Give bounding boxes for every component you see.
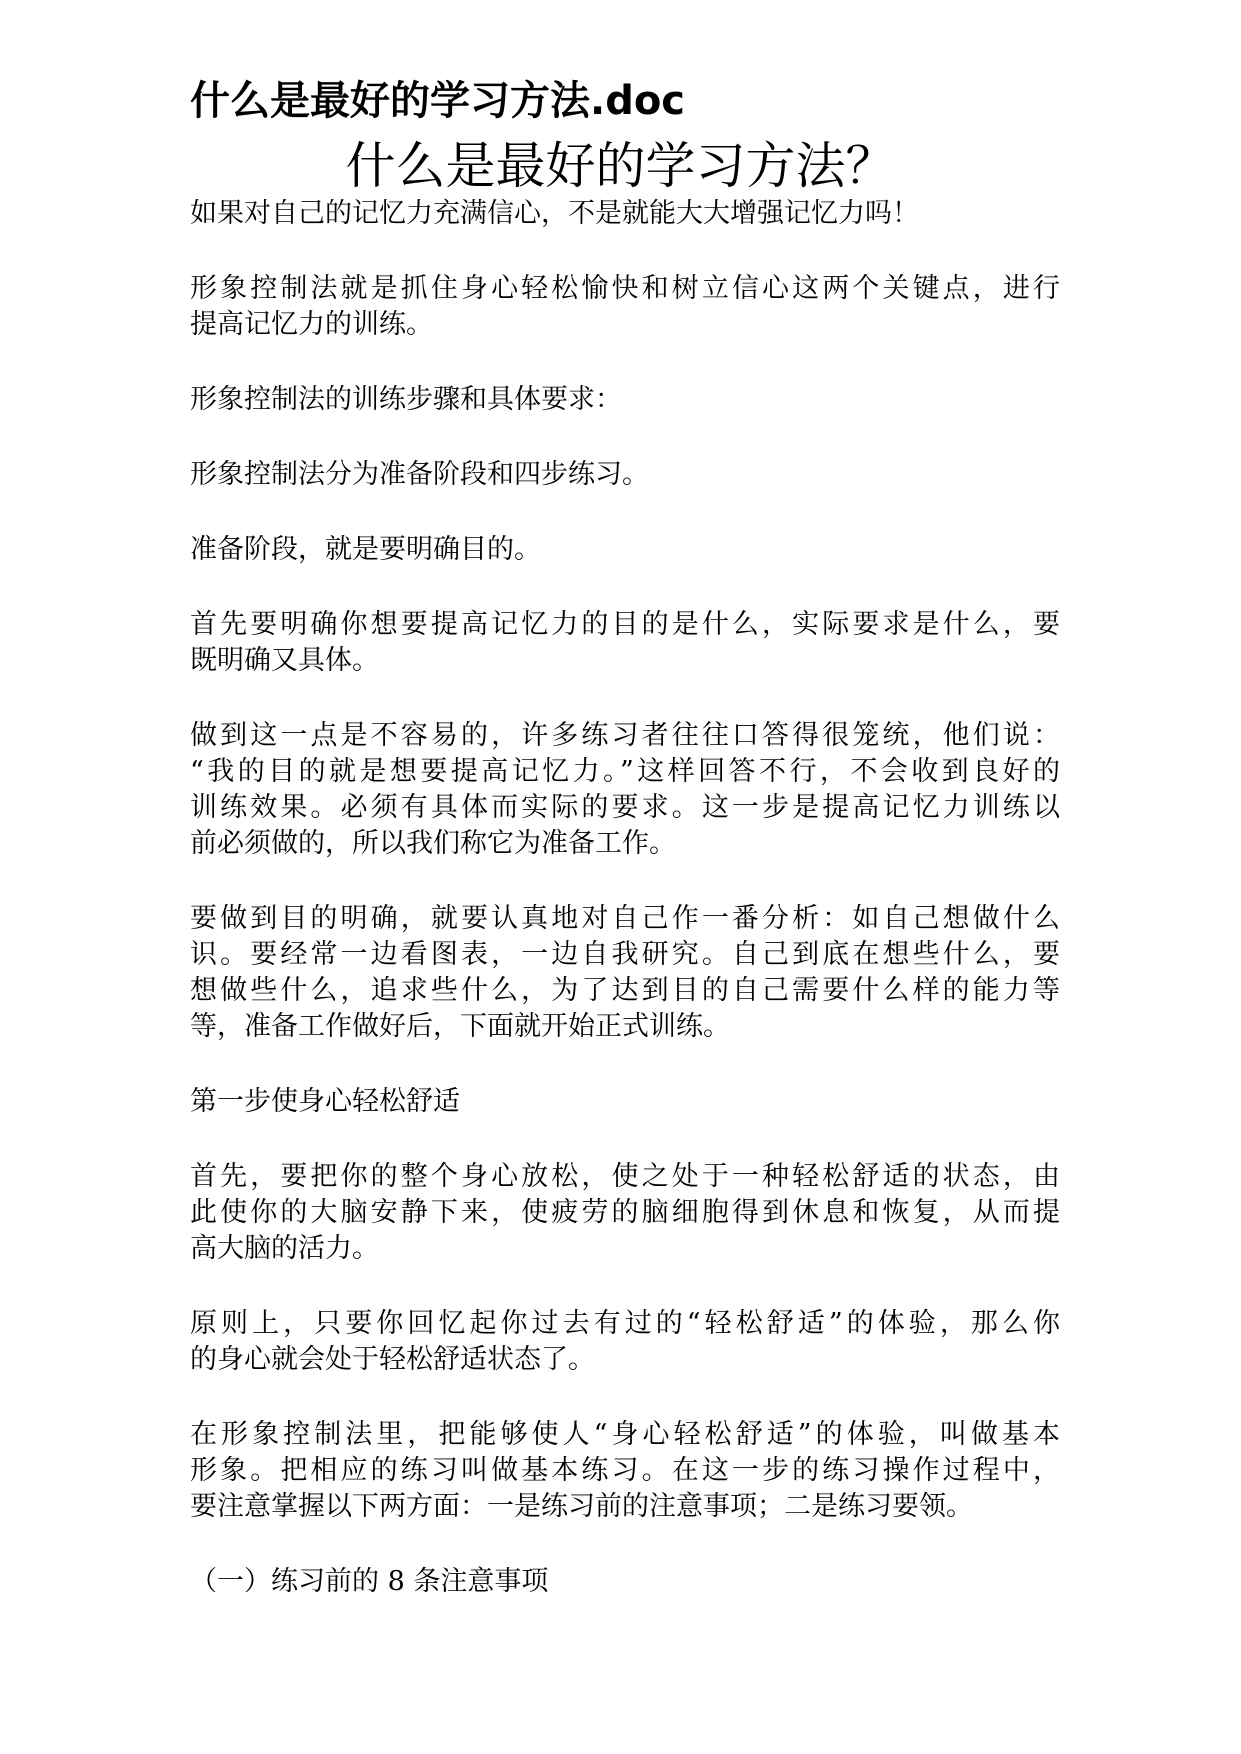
document-file-title: 什么是最好的学习方法.doc [190,78,686,124]
paragraph [190,457,1060,493]
article-body [190,196,1060,1600]
paragraph-line: 等，准备工作做好后，下面就开始正式训练。 [190,1011,730,1042]
paragraph-line: 在形象控制法里，把能够使人“身心轻松舒适”的体验，叫做基本 [190,1419,1060,1450]
paragraph-line: 首先要明确你想要提高记忆力的目的是什么，实际要求是什么，要 [190,609,1060,640]
paragraph-line: （一）练习前的 8 条注意事项 [190,1566,549,1597]
paragraph-line: 识。要经常一边看图表，一边自我研究。自己到底在想些什么，要 [190,939,1060,970]
paragraph-line: 原则上，只要你回忆起你过去有过的“轻松舒适”的体验，那么你 [190,1308,1060,1339]
paragraph-line: 此使你的大脑安静下来，使疲劳的脑细胞得到休息和恢复，从而提 [190,1197,1060,1228]
paragraph [190,1564,1060,1600]
paragraph-line: 既明确又具体。 [190,645,379,676]
paragraph [190,901,1060,1045]
paragraph-line: 第一步使身心轻松舒适 [190,1086,460,1117]
paragraph [190,1159,1060,1267]
paragraph-line: 形象控制法就是抓住身心轻松愉快和树立信心这两个关键点，进行 [190,273,1060,304]
paragraph [190,607,1060,679]
paragraph [190,271,1060,343]
paragraph [190,532,1060,568]
paragraph-line: 准备阶段，就是要明确目的。 [190,534,541,565]
paragraph-line: “我的目的就是想要提高记忆力。”这样回答不行，不会收到良好的 [190,756,1060,787]
paragraph [190,718,1060,862]
paragraph [190,196,1060,232]
paragraph-line: 首先，要把你的整个身心放松，使之处于一种轻松舒适的状态，由 [190,1161,1060,1192]
paragraph-line: 提高记忆力的训练。 [190,309,433,340]
paragraph [190,382,1060,418]
paragraph-line: 前必须做的，所以我们称它为准备工作。 [190,828,676,859]
paragraph [190,1306,1060,1378]
paragraph-line: 要注意掌握以下两方面：一是练习前的注意事项；二是练习要领。 [190,1491,973,1522]
article-heading: 什么是最好的学习方法？ [345,137,896,195]
paragraph-line: 想做些什么，追求些什么，为了达到目的自己需要什么样的能力等 [190,975,1060,1006]
paragraph-line: 高大脑的活力。 [190,1233,379,1264]
paragraph-line: 形象。把相应的练习叫做基本练习。在这一步的练习操作过程中， [190,1455,1060,1486]
paragraph-line: 形象控制法分为准备阶段和四步练习。 [190,459,649,490]
paragraph-line: 的身心就会处于轻松舒适状态了。 [190,1344,595,1375]
paragraph [190,1417,1060,1525]
paragraph-line: 训练效果。必须有具体而实际的要求。这一步是提高记忆力训练以 [190,792,1060,823]
paragraph-line: 做到这一点是不容易的，许多练习者往往口答得很笼统，他们说： [190,720,1060,751]
paragraph-line: 如果对自己的记忆力充满信心，不是就能大大增强记忆力吗！ [190,198,919,229]
paragraph-line: 形象控制法的训练步骤和具体要求： [190,384,622,415]
paragraph-line: 要做到目的明确，就要认真地对自己作一番分析：如自己想做什么 [190,903,1060,934]
paragraph [190,1084,1060,1120]
